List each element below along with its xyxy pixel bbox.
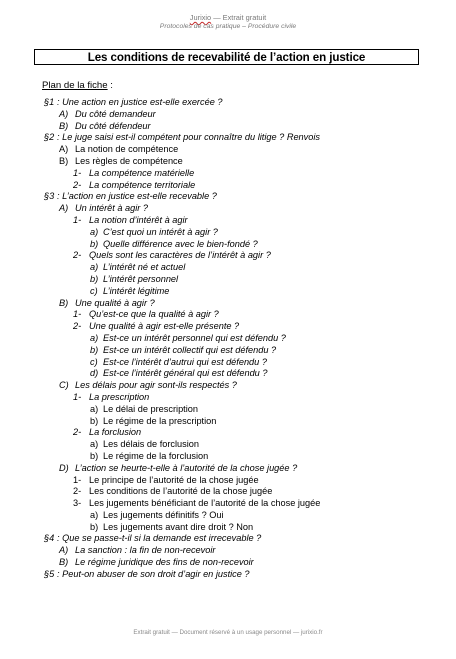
outline-item bbox=[0, 498, 456, 510]
outline-marker: b) bbox=[90, 344, 99, 355]
outline-item bbox=[0, 132, 456, 144]
outline-marker: a) bbox=[90, 439, 99, 450]
outline-text: Qu’est-ce que la qualité à agir ? bbox=[89, 309, 219, 320]
outline-item bbox=[0, 168, 456, 180]
outline-text: Le régime de la prescription bbox=[103, 415, 217, 426]
outline-text: La prescription bbox=[89, 391, 150, 402]
outline-item bbox=[0, 475, 456, 487]
outline-text: : Une action en justice est-elle exercée ? bbox=[57, 97, 223, 107]
outline-text: : L’action en justice est-elle recevable ? bbox=[57, 191, 217, 202]
outline-text: Les jugements définitifs ? Oui bbox=[103, 509, 224, 520]
outline-item bbox=[0, 274, 456, 286]
outline-text: La sanction : la fin de non-recevoir bbox=[75, 545, 216, 556]
outline-item bbox=[0, 368, 456, 380]
outline-text: Du côté demandeur bbox=[75, 108, 156, 119]
outline-marker: C) bbox=[59, 380, 69, 391]
outline-item bbox=[0, 427, 456, 439]
outline-text: Le principe de l’autorité de la chose jugée bbox=[89, 474, 259, 485]
outline-marker: 2- bbox=[73, 427, 82, 438]
outline-text: Une qualité à agir ? bbox=[75, 297, 155, 308]
outline-marker: §5 bbox=[44, 568, 55, 579]
outline-item bbox=[0, 144, 456, 156]
outline-marker: 1- bbox=[73, 167, 82, 178]
outline-text: Les jugements bénéficiant de l’autorité de la chose jugée bbox=[89, 498, 321, 509]
outline-item bbox=[0, 486, 456, 498]
outline-text: : Le juge saisi est-il compétent pour connaître du litige ? Renvois bbox=[57, 132, 321, 143]
outline-item bbox=[0, 557, 456, 569]
outline-marker: §3 bbox=[44, 191, 55, 202]
outline-marker: a) bbox=[90, 332, 99, 343]
outline-marker: b) bbox=[90, 415, 99, 426]
outline-text: Quels sont les caractères de l’intérêt à agir ? bbox=[89, 250, 271, 261]
outline-marker: a) bbox=[90, 226, 99, 237]
outline-item bbox=[0, 533, 456, 545]
outline-text: Le régime de la forclusion bbox=[103, 450, 209, 461]
outline-text: L’intérêt né et actuel bbox=[103, 262, 186, 273]
outline-marker: a) bbox=[90, 262, 99, 273]
outline-marker: 2- bbox=[73, 486, 82, 497]
outline-text: Les délais de forclusion bbox=[103, 439, 200, 450]
title-box bbox=[34, 49, 419, 65]
outline-text: La compétence territoriale bbox=[89, 179, 196, 190]
outline-item bbox=[0, 250, 456, 262]
page-footer: Extrait gratuit — Document réservé à un usage personnel — jurixio.fr bbox=[133, 629, 323, 636]
outline-text: Est-ce un intérêt collectif qui est défendu ? bbox=[103, 344, 277, 355]
outline-text: Le régime juridique des fins de non-recevoir bbox=[75, 557, 254, 568]
outline-item bbox=[0, 109, 456, 121]
outline-item bbox=[0, 121, 456, 133]
outline-marker: b) bbox=[90, 450, 99, 461]
outline-marker: A) bbox=[59, 545, 69, 556]
outline-text: Les règles de compétence bbox=[75, 155, 183, 166]
outline-item bbox=[0, 227, 456, 239]
page-header-subtitle: Protocoles de cas pratique – Procédure civile bbox=[159, 23, 297, 30]
plan-label: Plan de la fiche bbox=[42, 80, 108, 91]
outline-text: : Que se passe-t-il si la demande est irrecevable ? bbox=[57, 533, 262, 544]
outline-item bbox=[0, 239, 456, 251]
outline-text: Est-ce l’intérêt général qui est défendu ? bbox=[103, 368, 268, 379]
outline-marker: 2- bbox=[73, 321, 82, 332]
outline-item bbox=[0, 439, 456, 451]
outline-marker: A) bbox=[59, 108, 69, 119]
outline-item bbox=[0, 569, 456, 581]
outline-marker: A) bbox=[59, 144, 69, 155]
outline-marker: 1- bbox=[73, 474, 82, 485]
outline-marker: 1- bbox=[73, 214, 82, 225]
outline-item bbox=[0, 380, 456, 392]
outline-marker: b) bbox=[90, 238, 99, 249]
outline-item bbox=[0, 545, 456, 557]
outline-text: L’action se heurte-t-elle à l’autorité de la chose jugée ? bbox=[75, 462, 298, 473]
outline-item bbox=[0, 262, 456, 274]
outline-item bbox=[0, 392, 456, 404]
outline-marker: b) bbox=[90, 273, 99, 284]
outline-text: : Peut-on abuser de son droit d’agir en justice ? bbox=[57, 568, 250, 579]
outline-marker: a) bbox=[90, 509, 99, 520]
outline-item bbox=[0, 286, 456, 298]
outline-item bbox=[0, 156, 456, 168]
outline-text: Les jugements avant dire droit ? Non bbox=[103, 521, 254, 532]
outline-item bbox=[0, 180, 456, 192]
outline-text: La notion d’intérêt à agir bbox=[89, 214, 188, 225]
outline-item bbox=[0, 522, 456, 534]
outline-list bbox=[0, 97, 456, 581]
outline-marker: c) bbox=[90, 356, 98, 367]
brand-name: Jurixio bbox=[189, 13, 212, 22]
outline-item bbox=[0, 298, 456, 310]
outline-item bbox=[0, 416, 456, 428]
outline-item bbox=[0, 321, 456, 333]
outline-text: La notion de compétence bbox=[75, 144, 179, 155]
outline-item bbox=[0, 345, 456, 357]
outline-marker: §1 bbox=[44, 97, 55, 107]
outline-marker: §4 bbox=[44, 533, 55, 544]
outline-text: Du côté défendeur bbox=[75, 120, 151, 131]
outline-marker: 1- bbox=[73, 309, 82, 320]
outline-item bbox=[0, 451, 456, 463]
outline-marker: B) bbox=[59, 557, 69, 568]
outline-marker: B) bbox=[59, 155, 69, 166]
document-title: Les conditions de recevabilité de l’action en justice bbox=[87, 50, 366, 64]
outline-marker: 2- bbox=[73, 179, 82, 190]
outline-text: La forclusion bbox=[89, 427, 142, 438]
outline-item bbox=[0, 191, 456, 203]
outline-marker: d) bbox=[90, 368, 99, 379]
outline-text: Quelle différence avec le bien-fondé ? bbox=[103, 238, 258, 249]
outline-marker: 1- bbox=[73, 391, 82, 402]
outline-text: Les conditions de l’autorité de la chose jugée bbox=[89, 486, 273, 497]
outline-text: C’est quoi un intérêt à agir ? bbox=[103, 226, 218, 237]
outline-text: L’intérêt personnel bbox=[103, 273, 179, 284]
outline-marker: A) bbox=[59, 203, 69, 214]
outline-marker: b) bbox=[90, 521, 99, 532]
page-header-brand bbox=[0, 13, 456, 22]
outline-text: La compétence matérielle bbox=[89, 167, 195, 178]
outline-marker: §2 bbox=[44, 132, 55, 143]
outline-marker: 3- bbox=[73, 498, 82, 509]
outline-text: Une qualité à agir est-elle présente ? bbox=[89, 321, 240, 332]
outline-marker: B) bbox=[59, 297, 69, 308]
outline-item bbox=[0, 510, 456, 522]
outline-text: Est-ce un intérêt personnel qui est défendu ? bbox=[103, 332, 286, 343]
outline-text: Le délai de prescription bbox=[103, 403, 198, 414]
plan-heading bbox=[42, 80, 113, 91]
outline-text: Les délais pour agir sont-ils respectés ? bbox=[75, 380, 237, 391]
outline-item bbox=[0, 215, 456, 227]
outline-item bbox=[0, 97, 456, 109]
plan-suffix: : bbox=[107, 80, 113, 91]
outline-marker: D) bbox=[59, 462, 69, 473]
outline-marker: B) bbox=[59, 120, 69, 131]
outline-text: L’intérêt légitime bbox=[103, 285, 170, 296]
outline-item bbox=[0, 309, 456, 321]
outline-item bbox=[0, 357, 456, 369]
brand-tagline: — Extrait gratuit bbox=[211, 13, 267, 22]
outline-text: Est-ce l’intérêt d’autrui qui est défendu ? bbox=[103, 356, 267, 367]
outline-text: Un intérêt à agir ? bbox=[75, 203, 149, 214]
outline-item bbox=[0, 203, 456, 215]
outline-item bbox=[0, 333, 456, 345]
outline-marker: c) bbox=[90, 285, 98, 296]
outline-marker: 2- bbox=[73, 250, 82, 261]
outline-item bbox=[0, 404, 456, 416]
outline-item bbox=[0, 463, 456, 475]
outline-marker: a) bbox=[90, 403, 99, 414]
